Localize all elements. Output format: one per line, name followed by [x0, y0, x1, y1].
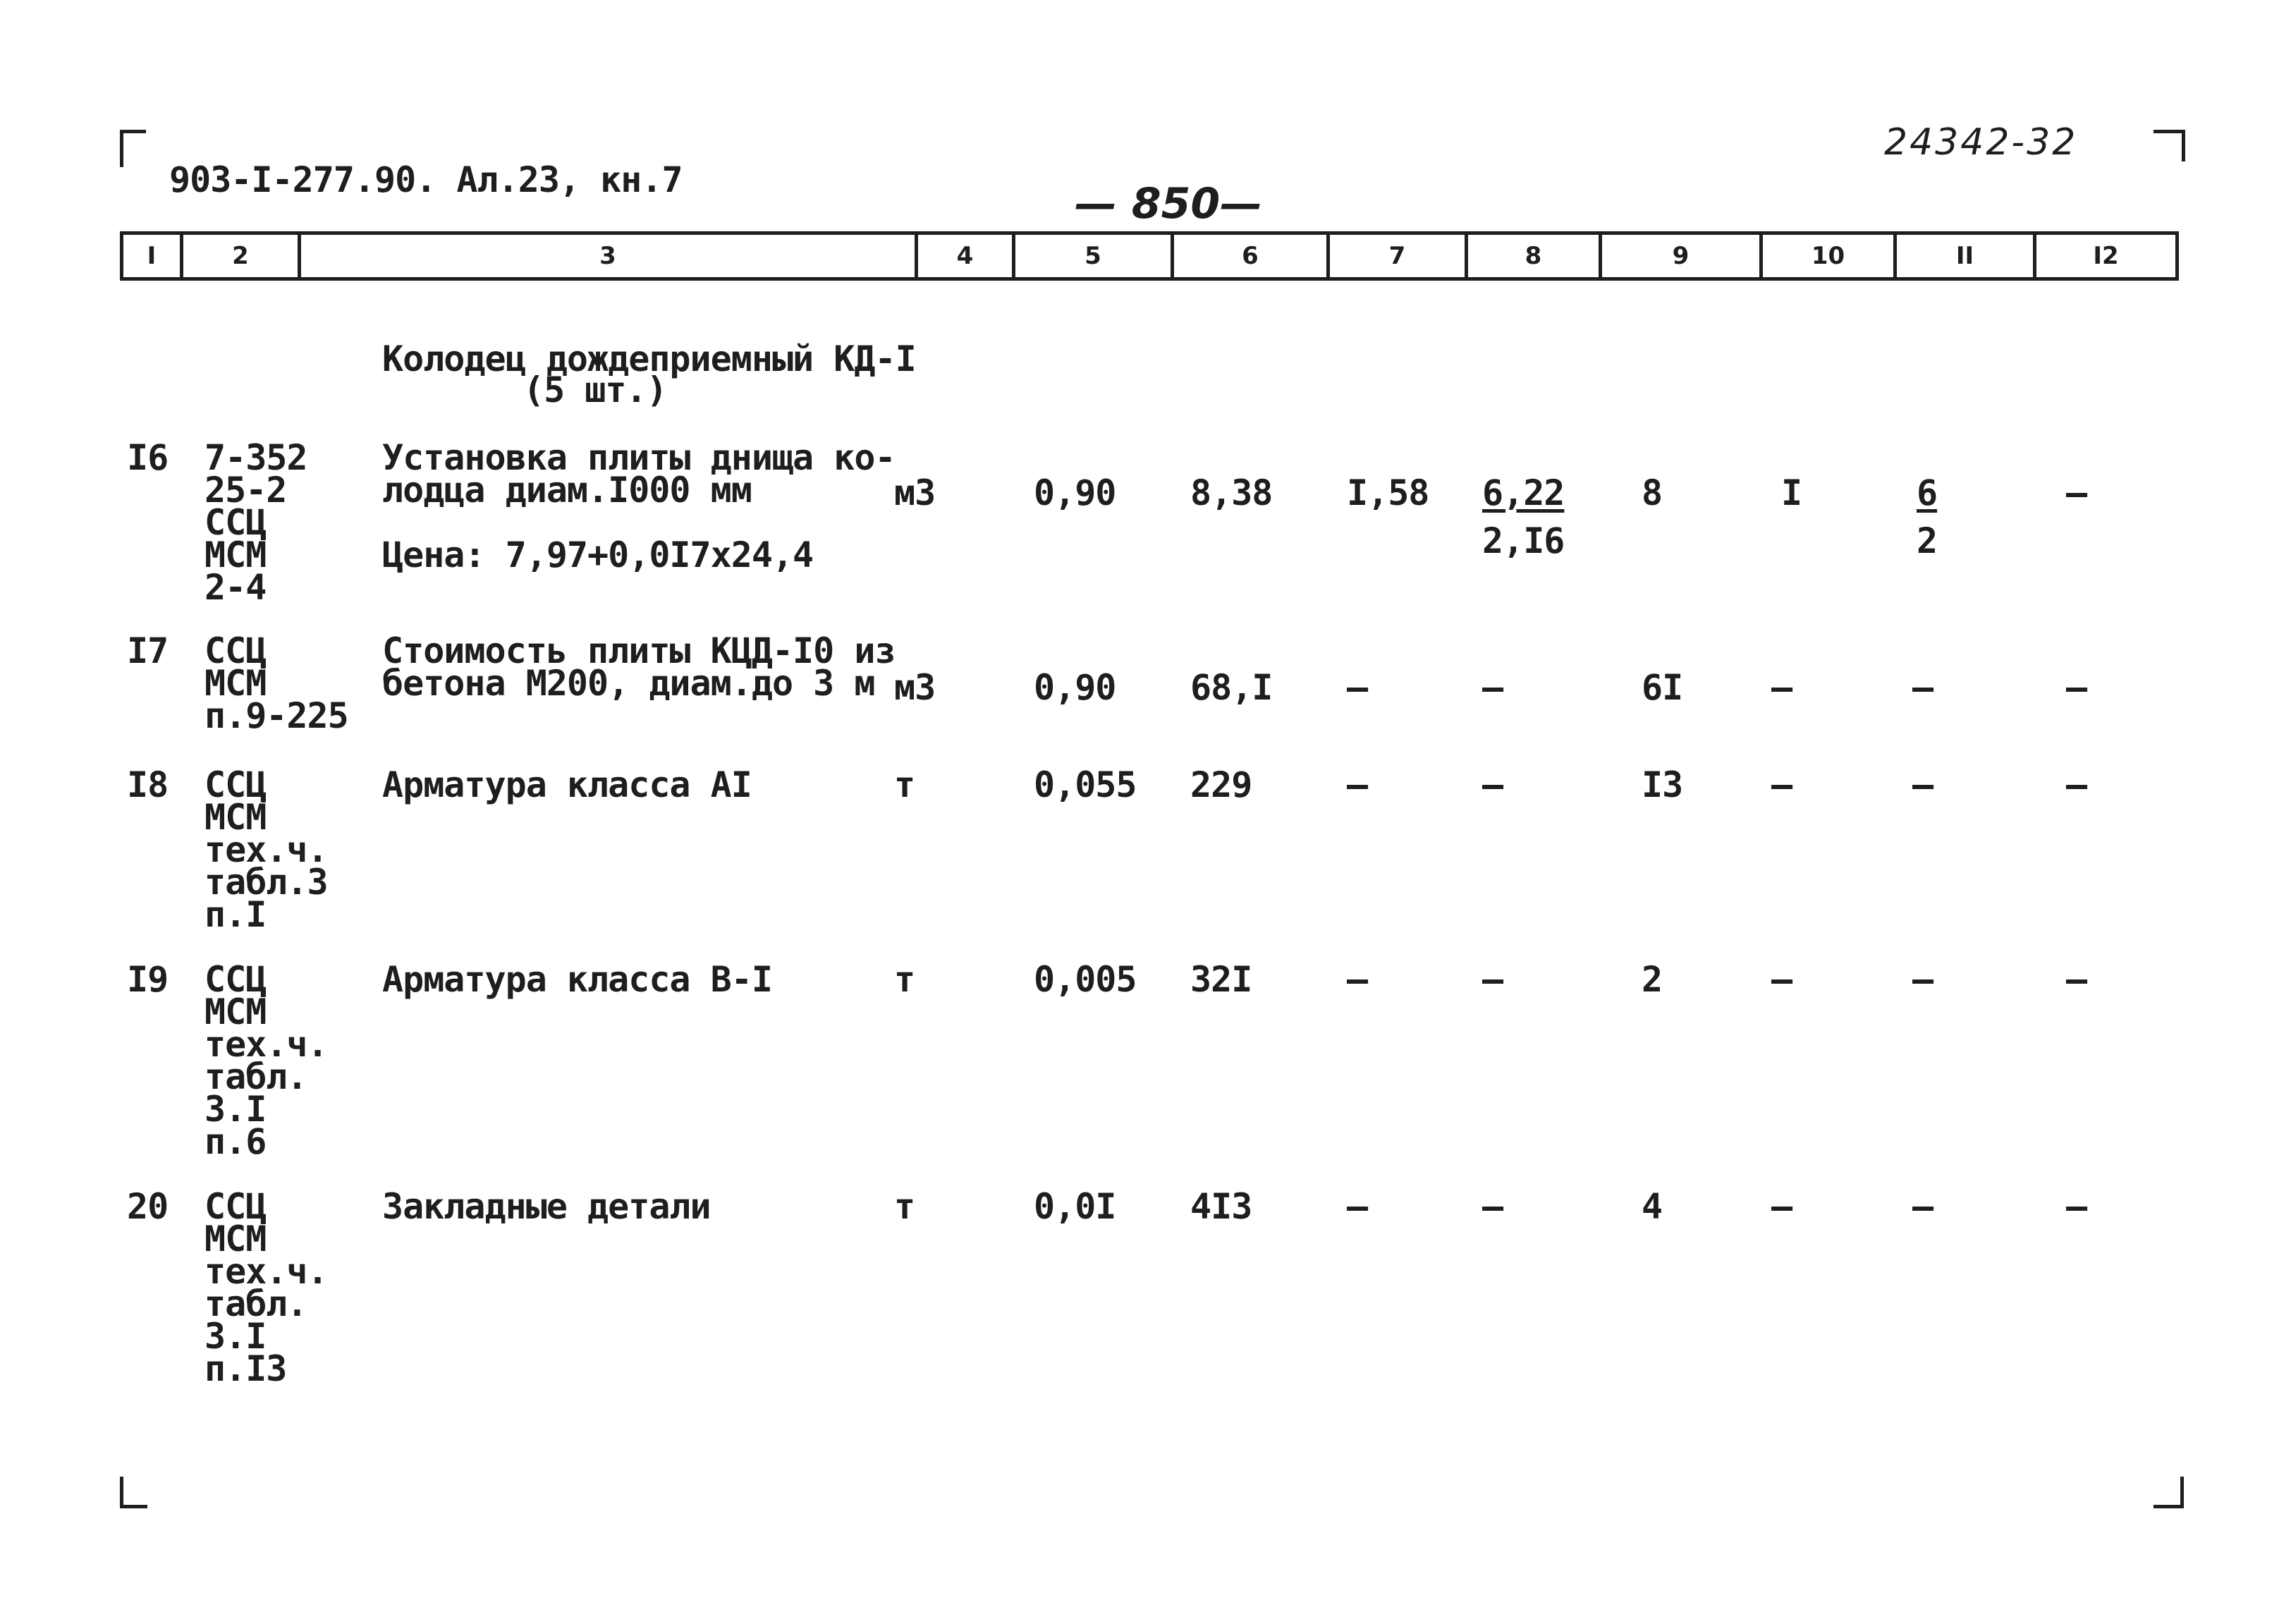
row-col-9: 2 — [1642, 959, 1663, 1000]
corner-mark-bottom-right — [2153, 1477, 2184, 1508]
row-code: ССЦ — [204, 1186, 267, 1227]
row-col-9: I3 — [1642, 764, 1683, 805]
row-col-6: 68,I — [1190, 667, 1273, 708]
row-col-10: – — [1771, 667, 1792, 708]
row-col-6: 229 — [1190, 764, 1252, 805]
row-description: Арматура класса В-I — [382, 959, 772, 1000]
row-col-9: 8 — [1642, 472, 1663, 513]
column-header-1: I — [123, 235, 183, 277]
row-unit: т — [894, 959, 915, 1000]
row-description: Стоимость плиты КЦД-I0 из — [382, 630, 896, 671]
row-col-8-bottom: 2,I6 — [1482, 520, 1565, 561]
row-code: МСМ — [204, 663, 267, 704]
column-header-7: 7 — [1330, 235, 1468, 277]
row-quantity: 0,90 — [1034, 667, 1116, 708]
price-note: Цена: 7,97+0,0I7х24,4 — [382, 535, 814, 575]
page-number: — 850— — [1075, 179, 1263, 228]
row-col-11: – — [1912, 667, 1933, 708]
row-col-11: – — [1912, 959, 1933, 1000]
row-col-6: 8,38 — [1190, 472, 1273, 513]
row-code: п.9-225 — [204, 695, 348, 736]
row-number: I6 — [127, 437, 169, 478]
row-code: МСМ — [204, 535, 267, 575]
row-code: тех.ч. — [204, 1251, 328, 1292]
row-col-6: 32I — [1190, 959, 1252, 1000]
row-code: тех.ч. — [204, 829, 328, 870]
column-header-10: 10 — [1763, 235, 1897, 277]
document-number: 24342-32 — [1884, 121, 2078, 164]
column-header-2: 2 — [183, 235, 301, 277]
row-col-7: I,58 — [1347, 472, 1429, 513]
row-col-12: – — [2066, 472, 2087, 513]
row-col-7: – — [1347, 764, 1368, 805]
row-col-8: – — [1482, 959, 1503, 1000]
row-col-8: – — [1482, 1186, 1503, 1227]
row-col-12: – — [2066, 1186, 2087, 1227]
row-description: Арматура класса АI — [382, 764, 752, 805]
row-code: ССЦ — [204, 630, 267, 671]
row-col-12: – — [2066, 667, 2087, 708]
row-col-7: – — [1347, 667, 1368, 708]
row-unit: м3 — [894, 667, 936, 708]
row-quantity: 0,0I — [1034, 1186, 1116, 1227]
column-header-3: 3 — [301, 235, 918, 277]
row-col-11: – — [1912, 1186, 1933, 1227]
column-header-9: 9 — [1602, 235, 1763, 277]
row-col-10: – — [1771, 1186, 1792, 1227]
row-code: МСМ — [204, 797, 267, 838]
row-code: п.6 — [204, 1121, 267, 1162]
row-code: 3.I — [204, 1089, 267, 1130]
row-quantity: 0,055 — [1034, 764, 1137, 805]
row-col-8: – — [1482, 667, 1503, 708]
column-header-6: 6 — [1174, 235, 1330, 277]
row-code: ССЦ — [204, 959, 267, 1000]
row-description: бетона М200, диам.до 3 м — [382, 663, 875, 704]
row-unit: т — [894, 1186, 915, 1227]
row-number: I7 — [127, 630, 169, 671]
column-header-8: 8 — [1468, 235, 1602, 277]
row-col-12: – — [2066, 764, 2087, 805]
row-col-12: – — [2066, 959, 2087, 1000]
row-col-6: 4I3 — [1190, 1186, 1252, 1227]
row-code: табл.3 — [204, 862, 328, 903]
corner-mark-top-right — [2153, 130, 2185, 161]
row-quantity: 0,90 — [1034, 472, 1116, 513]
row-code: 2-4 — [204, 567, 267, 608]
row-code: табл. — [204, 1283, 307, 1324]
corner-mark-bottom-left — [120, 1477, 147, 1508]
row-code: п.I — [204, 894, 267, 935]
row-code: п.I3 — [204, 1348, 287, 1389]
row-number: 20 — [127, 1186, 169, 1227]
row-code: тех.ч. — [204, 1024, 328, 1065]
row-unit: т — [894, 764, 915, 805]
row-number: I9 — [127, 959, 169, 1000]
row-quantity: 0,005 — [1034, 959, 1137, 1000]
row-code: 7-352 — [204, 437, 307, 478]
row-col-7: – — [1347, 1186, 1368, 1227]
row-description: Закладные детали — [382, 1186, 711, 1227]
row-col-11-top: 6 — [1917, 472, 1938, 513]
column-header-12: I2 — [2093, 242, 2119, 270]
row-code: 3.I — [204, 1316, 267, 1357]
row-col-10: – — [1771, 764, 1792, 805]
section-title-quantity: (5 шт.) — [523, 370, 667, 410]
row-col-10: – — [1771, 959, 1792, 1000]
column-header-row — [120, 231, 2179, 281]
row-code: МСМ — [204, 991, 267, 1032]
row-code: МСМ — [204, 1219, 267, 1259]
row-col-9: 4 — [1642, 1186, 1663, 1227]
row-description: лодца диам.I000 мм — [382, 470, 752, 511]
row-code: табл. — [204, 1056, 307, 1097]
row-col-7: – — [1347, 959, 1368, 1000]
row-code: ССЦ — [204, 502, 267, 543]
column-header-11: II — [1897, 235, 2036, 277]
row-col-10: I — [1781, 472, 1802, 513]
section-title: Колодец дождеприемный КД-I — [382, 338, 916, 379]
row-col-11: – — [1912, 764, 1933, 805]
row-description: Установка плиты днища ко- — [382, 437, 896, 478]
column-header-4: 4 — [918, 235, 1015, 277]
row-col-11-bottom: 2 — [1917, 520, 1938, 561]
column-header-5: 5 — [1015, 235, 1174, 277]
corner-mark-top-left — [120, 130, 146, 167]
document-code: 903-I-277.90. Ал.23, кн.7 — [169, 159, 683, 200]
row-code: 25-2 — [204, 470, 287, 511]
row-number: I8 — [127, 764, 169, 805]
row-unit: м3 — [894, 472, 936, 513]
row-col-8: – — [1482, 764, 1503, 805]
row-col-9: 6I — [1642, 667, 1683, 708]
row-code: ССЦ — [204, 764, 267, 805]
row-col-8-top: 6,22 — [1482, 472, 1565, 513]
